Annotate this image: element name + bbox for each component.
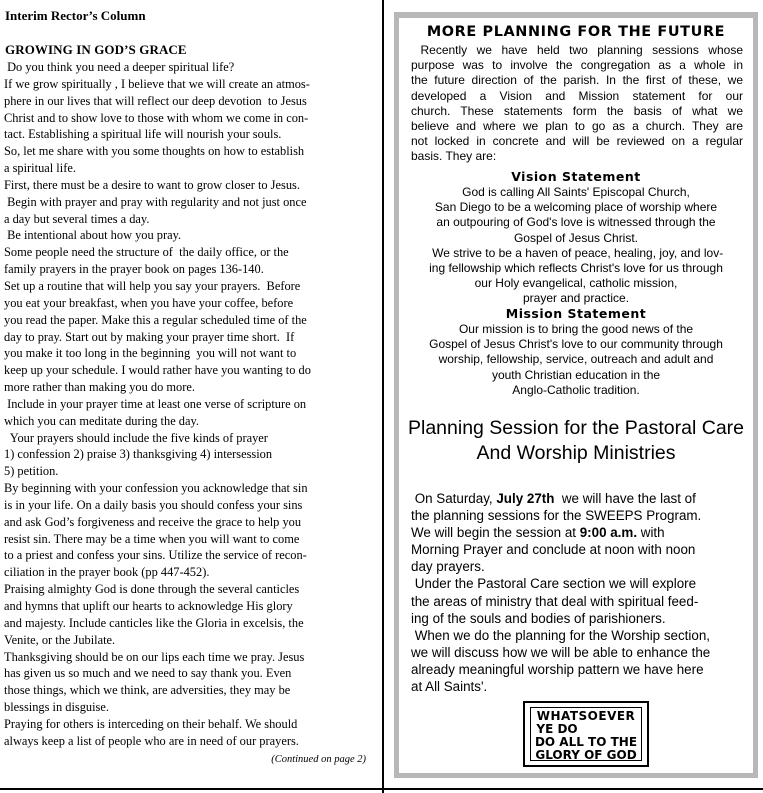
article-line: and majesty. Include canticles like the Gloria in excelsis, the: [4, 615, 304, 630]
bottom-rule: [0, 788, 763, 790]
article-line: Praising almighty God is done through the several canticles: [4, 582, 300, 597]
article-line: Praying for others is interceding on their behalf. We should: [4, 716, 298, 731]
planning-panel-inner: [399, 18, 753, 773]
article-body: [4, 59, 376, 750]
session-title-line: Planning Session for the Pastoral Care: [407, 417, 745, 439]
session-time: 9:00 a.m.: [579, 525, 638, 541]
session-date: July 27th: [496, 491, 555, 506]
session-title: [399, 416, 753, 466]
vision-line: our Holy evangelical, catholic mission,: [474, 276, 678, 291]
planning-line: church. These statements form the basis of what we: [411, 103, 743, 118]
article-line: a day but several times a day.: [4, 211, 150, 226]
session-line: already meaningful worship pattern we have here: [411, 661, 704, 677]
article-line: phere in our lives that will reflect our deep devotion to Jesus: [4, 93, 307, 108]
article-line: has given us so much and we need to say thank you. Even: [4, 666, 292, 681]
planning-panel: [394, 12, 758, 778]
article-line: day to pray. Start out by making your prayer time short. If: [4, 329, 295, 344]
article-line: is in your life. On a daily basis you should confess your sins: [4, 497, 303, 512]
session-line: the planning sessions for the SWEEPS Program.: [411, 508, 702, 524]
mission-line: youth Christian education in the: [491, 367, 661, 382]
mission-statement: [399, 322, 753, 398]
session-line: [411, 490, 743, 507]
mission-line: Gospel of Jesus Christ's love to our community through: [429, 337, 723, 352]
article-line: family prayers in the prayer book on pages 136-140.: [4, 262, 264, 277]
article-title: GROWING IN GOD’S GRACE: [5, 42, 187, 57]
logo-lettering: [525, 703, 647, 765]
article-line: Be intentional about how you pray.: [4, 228, 182, 243]
vision-statement: [399, 185, 753, 307]
article-line: and ask God’s forgiveness and receive the grace to help you: [4, 514, 302, 529]
whatsoever-logo: [523, 701, 649, 767]
vision-line: God is calling All Saints' Episcopal Church,: [462, 185, 690, 199]
article-line: tact. Establishing a spiritual life will nourish your souls.: [4, 127, 282, 142]
mission-line: worship, fellowship, service, outreach and adult and: [438, 352, 714, 367]
article-line: 1) confession 2) praise 3) thanksgiving 4) intersession: [4, 447, 273, 462]
session-line: at All Saints'.: [411, 679, 488, 695]
interim-rector-column: [0, 0, 380, 793]
planning-line: developed a Vision and Mission statement for our: [411, 88, 743, 103]
article-line: to a priest and confess your sins. Utilize the service of recon-: [4, 548, 307, 563]
article-line: resist sin. There may be a time when you will want to come: [4, 531, 300, 546]
session-line: day prayers.: [411, 559, 485, 575]
planning-line: basis. They are:: [411, 149, 497, 164]
column-divider: [382, 0, 384, 793]
planning-line: Recently we have held two planning sessions whose: [411, 43, 743, 57]
article-line: a spiritual life.: [4, 161, 76, 176]
article-line: Begin with prayer and pray with regularity and not just once: [4, 194, 307, 209]
article-line: ciliation in the prayer book (pp 447-452).: [4, 565, 210, 580]
article-line: So, let me share with you some thoughts on how to establish: [4, 144, 305, 159]
session-line: [411, 524, 743, 541]
article-line: Set up a routine that will help you say your prayers. Before: [4, 278, 301, 293]
article-line: Include in your prayer time at least one verse of scripture on: [4, 396, 307, 411]
panel-title: MORE PLANNING FOR THE FUTURE: [426, 24, 726, 40]
article-line: By beginning with your confession you acknowledge that sin: [4, 481, 308, 496]
planning-line: believe and where we plan to go as a church. They are: [411, 119, 743, 134]
session-line: ing of the souls and bodies of parishioners.: [411, 610, 666, 626]
vision-line: prayer and practice.: [522, 291, 630, 306]
logo-line: DO ALL TO THE: [534, 735, 638, 749]
planning-line: not locked in concrete and will be reviewed on a regular: [411, 134, 743, 149]
article-line: If we grow spiritually , I believe that we will create an atmos-: [4, 76, 310, 91]
article-line: keep up your schedule. I would rather have you wanting to do: [4, 363, 311, 378]
vision-line: ing fellowship which reflects Christ's love for us through: [429, 261, 723, 276]
mission-line: Our mission is to bring the good news of the: [458, 322, 694, 336]
article-line: always keep a list of people who are in need of our prayers.: [4, 733, 299, 748]
vision-line: San Diego to be a welcoming place of worship where: [434, 200, 718, 215]
logo-line: YE DO: [536, 722, 578, 736]
session-text: On Saturday,: [411, 491, 497, 506]
article-line: and hymns that uplift our hearts to acknowledge His glory: [4, 599, 293, 613]
session-text: We will begin the session at: [411, 525, 580, 541]
article-line: Christ and to show love to those with whom we come in con-: [4, 110, 309, 125]
planning-intro: [411, 43, 743, 165]
planning-line: purpose was to involve the congregation as a whole in: [411, 58, 743, 73]
session-line: When we do the planning for the Worship section,: [411, 627, 710, 643]
logo-line: GLORY OF GOD: [535, 748, 637, 762]
session-line: we will discuss how we will be able to enhance the: [411, 644, 711, 660]
article-line: Thanksgiving should be on our lips each time we pray. Jesus: [4, 649, 305, 664]
session-title-line: And Worship Ministries: [476, 442, 676, 464]
session-text: we will have the last of: [554, 491, 696, 506]
article-line: First, there must be a desire to want to grow closer to Jesus.: [4, 177, 300, 192]
mission-heading: Mission Statement: [505, 306, 647, 321]
article-line: you read the paper. Make this a regular scheduled time of the: [4, 312, 307, 327]
article-line: Venite, or the Jubilate.: [4, 632, 116, 647]
article-line: Your prayers should include the five kinds of prayer: [4, 430, 268, 445]
article-line: Some people need the structure of the daily office, or the: [4, 245, 289, 260]
vision-line: an outpouring of God's love is witnessed through the: [436, 215, 716, 230]
article-line: more rather than making you do more.: [4, 380, 195, 395]
session-description: [411, 490, 743, 695]
article-line: you make it too long in the beginning you will not want to: [4, 346, 297, 361]
session-line: Under the Pastoral Care section we will explore: [411, 576, 697, 592]
planning-line: the future direction of the parish. In the first of these, we: [411, 73, 743, 88]
article-line: those things, which we think, are adversities, they may be: [4, 683, 291, 698]
vision-line: We strive to be a haven of peace, healing, joy, and lov-: [428, 245, 724, 260]
mission-line: Anglo-Catholic tradition.: [512, 382, 640, 397]
vision-line: Gospel of Jesus Christ.: [513, 230, 639, 245]
article-line: blessings in disguise.: [4, 700, 109, 715]
article-line: you eat your breakfast, when you have your coffee, before: [4, 295, 294, 310]
session-text: with: [637, 525, 665, 541]
article-line: Do you think you need a deeper spiritual life?: [4, 60, 235, 74]
vision-heading: Vision Statement: [511, 169, 641, 184]
session-line: the areas of ministry that deal with spiritual feed-: [411, 593, 699, 609]
session-line: Morning Prayer and conclude at noon with noon: [411, 542, 696, 558]
column-heading: Interim Rector’s Column: [5, 8, 146, 23]
article-line: 5) petition.: [4, 464, 59, 479]
continued-note: (Continued on page 2): [271, 754, 366, 765]
logo-line: WHATSOEVER: [536, 709, 636, 723]
article-line: which you can meditate during the day.: [4, 413, 199, 428]
